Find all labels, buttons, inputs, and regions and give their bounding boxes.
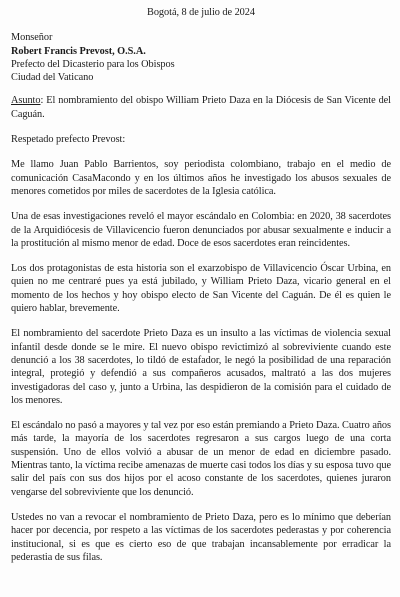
letter-date: Bogotá, 8 de julio de 2024 [147,7,255,18]
addressee-location: Ciudad del Vaticano [11,72,94,84]
addressee-position: Prefecto del Dicasterio para los Obispos [11,58,175,70]
greeting: Respetado prefecto Prevost: [11,134,126,146]
addressee-block [11,31,391,84]
subject-line [11,94,391,121]
letter-body [11,6,391,576]
paragraph-closing: Ustedes no van a revocar el nombramiento de Prieto Daza, pero es lo mínimo que deberían hacer por decencia, por respeto a las víctimas de los sacerdotes pederastas y por coherencia institucional, si es que es cierto eso de que trabajan incansablemente por erradicar la pederastia de sus filas. [11,511,391,563]
subject-label: Asunto [11,95,41,107]
addressee-name: Robert Francis Prevost, O.S.A. [11,45,146,57]
paragraph-protagonists: Los dos protagonistas de esta historia son el exarzobispo de Villavicencio Óscar Urbina, en quien no me centraré pues ya está jubilado, y William Prieto Daza, vicario general en el momento de los hechos y hoy obispo electo de San Vicente del Caguán. De él es quien le quiero hablar, brevemente. [11,263,391,315]
paragraph-introduction: Me llamo Juan Pablo Barrientos, soy periodista colombiano, trabajo en el medio de comunicación CasaMacondo y en los últimos años he investigado los abusos sexuales de menores cometidos por miles de sacerdotes de la Iglesia católica. [11,159,391,197]
paragraph-scandal: Una de esas investigaciones reveló el mayor escándalo en Colombia: en 2020, 38 sacerdotes de la Arquidiócesis de Villavicencio fueron denunciados por abusar sexualmente e inducir a la prostitución al mismo menor de edad. Doce de esos sacerdotes eran reincidentes. [11,211,391,249]
paragraph-appointment: El nombramiento del sacerdote Prieto Daza es un insulto a las víctimas de violencia sexual infantil desde donde se le mire. El nuevo obispo revictimizó al sobreviviente cuando este denunció a los 38 sacerdotes, lo tildó de estafador, le negó la posibilidad de una reparación integral, protegió y defendió a sus compañeros acusados, maltrató a las dos mujeres investigadoras del caso y, junto a Urbina, las despidieron de la comisión para el cuidado de los menores. [11,328,391,406]
paragraph-aftermath: El escándalo no pasó a mayores y tal vez por eso están premiando a Prieto Daza. Cuatro años más tarde, la mayoría de los sacerdotes regresaron a sus cargos luego de una corta suspensión. Uno de ellos volvió a abusar de un menor de edad en diciembre pasado. Mientras tanto, la víctima recibe amenazas de muerte casi todos los días y su esposa tuvo que salir del país con sus dos hijos por el acoso constante de los sacerdotes, quienes juraron vengarse del sobreviviente que los denunció. [11,420,391,498]
subject-text: : El nombramiento del obispo William Prieto Daza en la Diócesis de San Vicente del Caguán. [11,95,391,120]
addressee-honorific: Monseñor [11,32,53,44]
